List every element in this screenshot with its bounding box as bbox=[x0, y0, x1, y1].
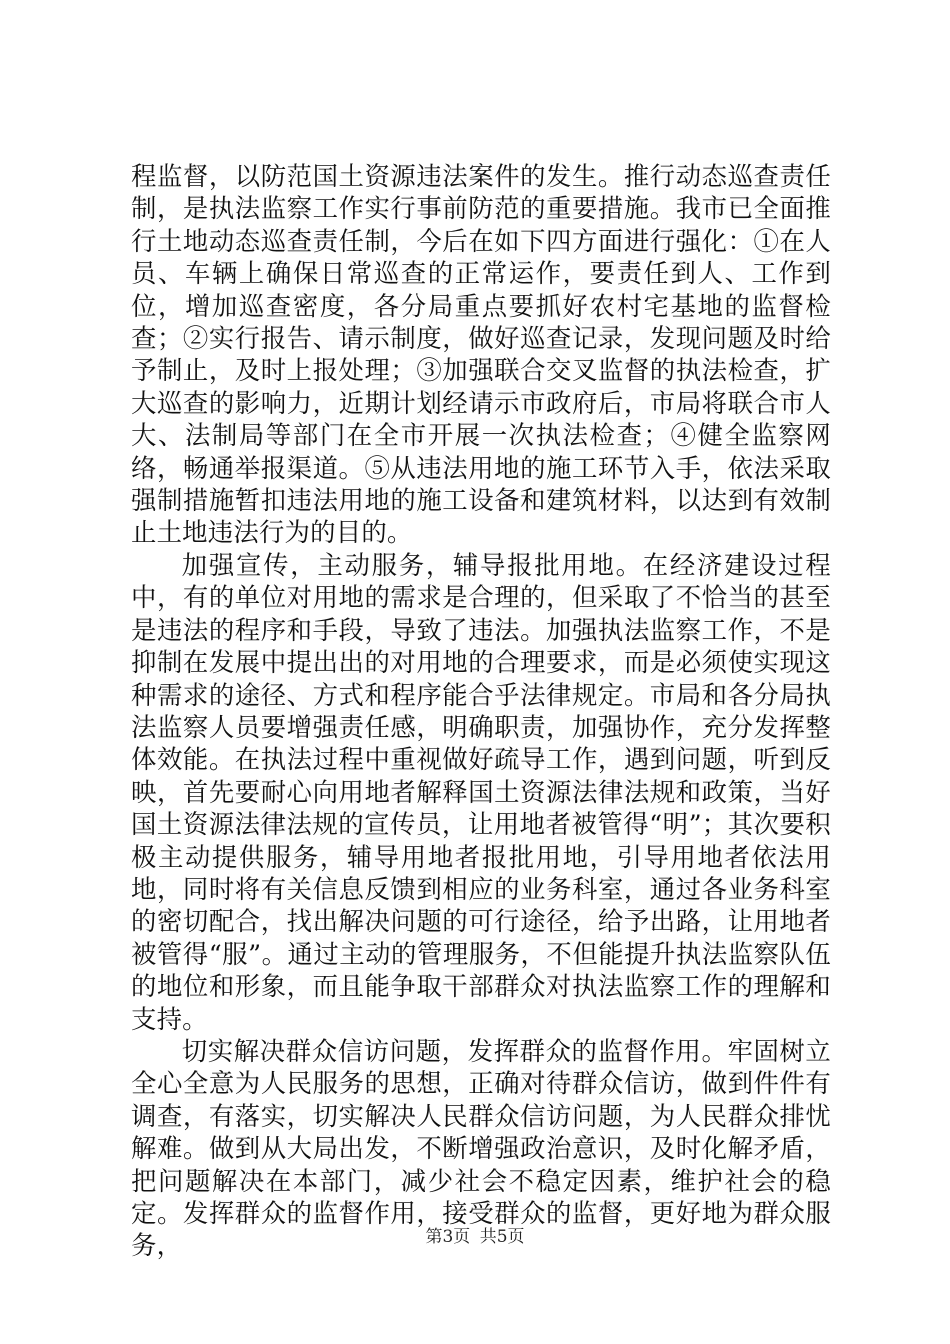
page-number: 第3页 bbox=[425, 1227, 471, 1247]
document-body bbox=[131, 160, 831, 1262]
page-total: 共5页 bbox=[479, 1227, 525, 1247]
paragraph-2: 加强宣传，主动服务，辅导报批用地。在经济建设过程中，有的单位对用地的需求是合理的，但采取了不恰当的甚至是违法的程序和手段，导致了违法。加强执法监察工作，不是抑制在发展中提出出的对用地的合理要求，而是必须使实现这种需求的途径、方式和程序能合乎法律规定。市局和各分局执法监察人员要增强责任感，明确职责，加强协作，充分发挥整体效能。在执法过程中重视做好疏导工作，遇到问题，听到反映，首先要耐心向用地者解释国土资源法律法规和政策，当好国土资源法律法规的宣传员，让用地者被管得“明”；其次要积极主动提供服务，辅导用地者报批用地，引导用地者依法用地，同时将有关信息反馈到相应的业务科室，通过各业务科室的密切配合，找出解决问题的可行途径，给予出路，让用地者被管得“服”。通过主动的管理服务，不但能提升执法监察队伍的地位和形象，而且能争取干部群众对执法监察工作的理解和支持。 bbox=[131, 549, 831, 1034]
paragraph-1: 程监督，以防范国土资源违法案件的发生。推行动态巡查责任制，是执法监察工作实行事前防范的重要措施。我市已全面推行土地动态巡查责任制，今后在如下四方面进行强化：①在人员、车辆上确保日常巡查的正常运作，要责任到人、工作到位，增加巡查密度，各分局重点要抓好农村宅基地的监督检查；②实行报告、请示制度，做好巡查记录，发现问题及时给予制止，及时上报处理；③加强联合交叉监督的执法检查，扩大巡查的影响力，近期计划经请示市政府后，市局将联合市人大、法制局等部门在全市开展一次执法检查；④健全监察网络，畅通举报渠道。⑤从违法用地的施工环节入手，依法采取强制措施暂扣违法用地的施工设备和建筑材料，以达到有效制止土地违法行为的目的。 bbox=[131, 161, 831, 548]
page-footer bbox=[0, 1226, 950, 1248]
paragraph-3: 切实解决群众信访问题，发挥群众的监督作用。牢固树立全心全意为人民服务的思想，正确对待群众信访，做到件件有调查，有落实，切实解决人民群众信访问题，为人民群众排忧解难。做到从大局出发，不断增强政治意识，及时化解矛盾，把问题解决在本部门，减少社会不稳定因素，维护社会的稳定。发挥群众的监督作用，接受群众的监督，更好地为群众服务， bbox=[131, 1035, 831, 1261]
